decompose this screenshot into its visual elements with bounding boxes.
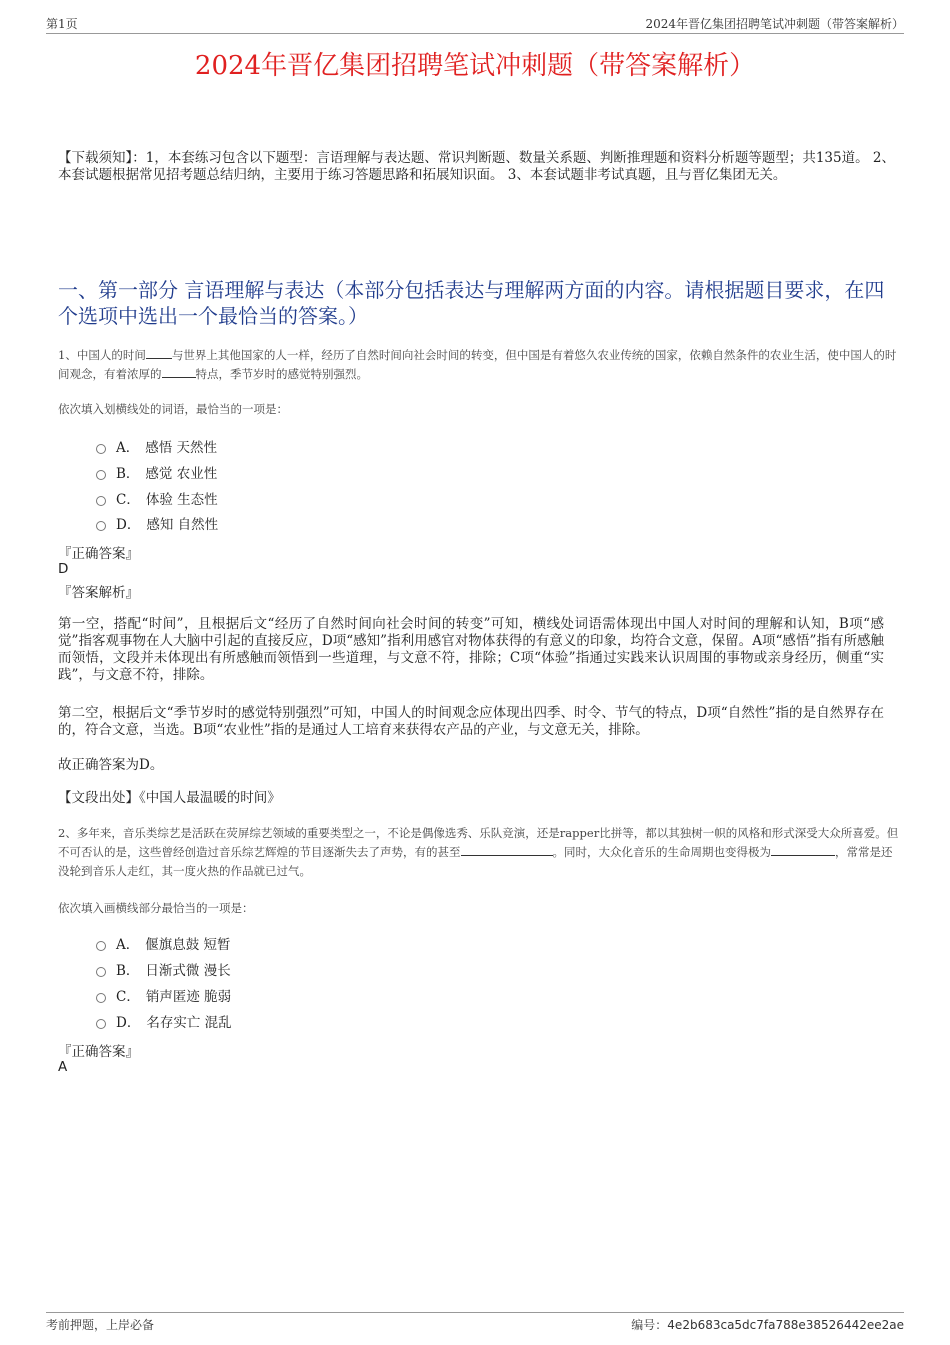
option-text: 日渐式微 漫长: [145, 963, 231, 979]
radio-icon[interactable]: [96, 496, 106, 506]
q2-answer-label: 『正确答案』: [58, 1044, 139, 1060]
download-notice: 【下载须知】：1，本套练习包含以下题型：言语理解与表达题、常识判断题、数量关系题、判断推理题和资料分析题等题型；共135道。 2、本套试题根据常见招考题总结归纳，主要用于练习答题思路和拓展知识面。 3、本套试题非考试真题，且与晋亿集团无关。: [58, 150, 895, 183]
option-text: 体验 生态性: [145, 492, 218, 508]
option-letter: B．: [116, 466, 140, 482]
q1-option-b[interactable]: [96, 462, 217, 482]
q1-option-d[interactable]: [96, 513, 218, 533]
q1-text-part2: 与世界上其他国家的人一样，经历了自然时间向社会时间的转变，但中国是有着悠久农业传统的国家，依赖自然条件的农业生活，使中国人的时间观念，有着浓厚的: [58, 348, 897, 381]
q1-answer: D: [58, 561, 69, 577]
q1-analysis-label: 『答案解析』: [58, 585, 139, 601]
q2-answer: A: [58, 1059, 68, 1075]
option-text: 感悟 天然性: [145, 440, 218, 456]
q1-analysis-1: 第一空，搭配“时间”，且根据后文“经历了自然时间向社会时间的转变”可知，横线处词语需体现出中国人对时间的理解和认知，B项“感觉”指客观事物在人大脑中引起的直接反应，D项“感知”指利用感官对物体获得的有意义的印象，均符合文意，保留。A项“感悟”指有所感触而领悟，文段并未体现出有所感触而领悟到一些道理，与文意不符，排除；C项“体验”指通过实践来认识周围的事物或亲身经历，侧重“实践”，与文意不符，排除。: [58, 616, 884, 683]
option-letter: C．: [116, 492, 140, 508]
q1-option-a[interactable]: [96, 436, 217, 456]
q2-text-part1: 2、多年来，音乐类综艺是活跃在荧屏综艺领域的重要类型之一，不论是偶像选秀、乐队竞演，还是rapper比拼等，都以其独树一帜的风格和形式深受大众所喜爱。但不可否认的是，这些曾经创造过音乐综艺辉煌的节目逐渐失去了声势，有的甚至: [58, 826, 899, 859]
radio-icon[interactable]: [96, 967, 106, 977]
footer-doc-id: [631, 1316, 904, 1333]
radio-icon[interactable]: [96, 941, 106, 951]
header-doc-title: 2024年晋亿集团招聘笔试冲刺题（带答案解析）: [645, 17, 904, 31]
question-2-text: [58, 824, 903, 881]
footer-slogan: 考前押题，上岸必备: [46, 1318, 155, 1332]
q1-blank-2: [162, 365, 196, 378]
option-letter: A．: [116, 440, 140, 456]
q1-answer-label: 『正确答案』: [58, 546, 139, 562]
q1-text-part3: 特点，季节岁时的感觉特别强烈。: [195, 367, 368, 381]
radio-icon[interactable]: [96, 521, 106, 531]
q1-blank-1: [146, 346, 172, 359]
q2-option-a[interactable]: [96, 933, 231, 953]
option-text: 销声匿迹 脆弱: [145, 989, 232, 1005]
footer-divider: [46, 1312, 904, 1313]
q1-text-part1: 1、中国人的时间: [58, 348, 146, 362]
option-text: 偃旗息鼓 短暂: [145, 937, 231, 953]
page-title: 2024年晋亿集团招聘笔试冲刺题（带答案解析）: [194, 51, 756, 81]
q2-prompt: 依次填入画横线部分最恰当的一项是：: [58, 901, 254, 915]
q1-prompt: 依次填入划横线处的词语，最恰当的一项是：: [58, 402, 288, 416]
option-text: 感觉 农业性: [145, 466, 218, 482]
q2-option-d[interactable]: [96, 1011, 232, 1031]
doc-id-label: 编号：: [631, 1318, 668, 1332]
option-letter: B．: [116, 963, 140, 979]
option-letter: A．: [116, 937, 140, 953]
header-divider: [46, 33, 904, 34]
q1-conclusion: 故正确答案为D。: [58, 757, 164, 773]
option-letter: D．: [116, 517, 141, 533]
q2-blank-1: [461, 843, 553, 856]
question-1-text: [58, 346, 903, 384]
option-text: 名存实亡 混乱: [146, 1015, 232, 1031]
option-letter: D．: [116, 1015, 141, 1031]
q2-text-part3: ，常常是还没轮到音乐人走红，其一度火热的作品就已过气。: [58, 845, 893, 878]
doc-id-code: 4e2b683ca5dc7fa788e38526442ee2ae: [667, 1318, 904, 1332]
radio-icon[interactable]: [96, 993, 106, 1003]
q2-text-part2: 。同时，大众化音乐的生命周期也变得极为: [552, 845, 771, 859]
q1-option-c[interactable]: [96, 488, 218, 508]
radio-icon[interactable]: [96, 470, 106, 480]
radio-icon[interactable]: [96, 1019, 106, 1029]
option-text: 感知 自然性: [146, 517, 219, 533]
q2-option-c[interactable]: [96, 985, 231, 1005]
q1-source: 【文段出处】《中国人最温暖的时间》: [58, 790, 281, 806]
page-number: 第1页: [46, 17, 78, 31]
option-letter: C．: [116, 989, 140, 1005]
section-heading: 一、第一部分 言语理解与表达（本部分包括表达与理解两方面的内容。请根据题目要求，在四个选项中选出一个最恰当的答案。）: [58, 278, 885, 328]
q1-analysis-2: 第二空，根据后文“季节岁时的感觉特别强烈”可知，中国人的时间观念应体现出四季、时令、节气的特点，D项“自然性”指的是自然界存在的，符合文意，当选。B项“农业性”指的是通过人工培育来获得农产品的产业，与文意无关，排除。: [58, 705, 884, 738]
q2-option-b[interactable]: [96, 959, 231, 979]
radio-icon[interactable]: [96, 444, 106, 454]
q2-blank-2: [771, 843, 835, 856]
